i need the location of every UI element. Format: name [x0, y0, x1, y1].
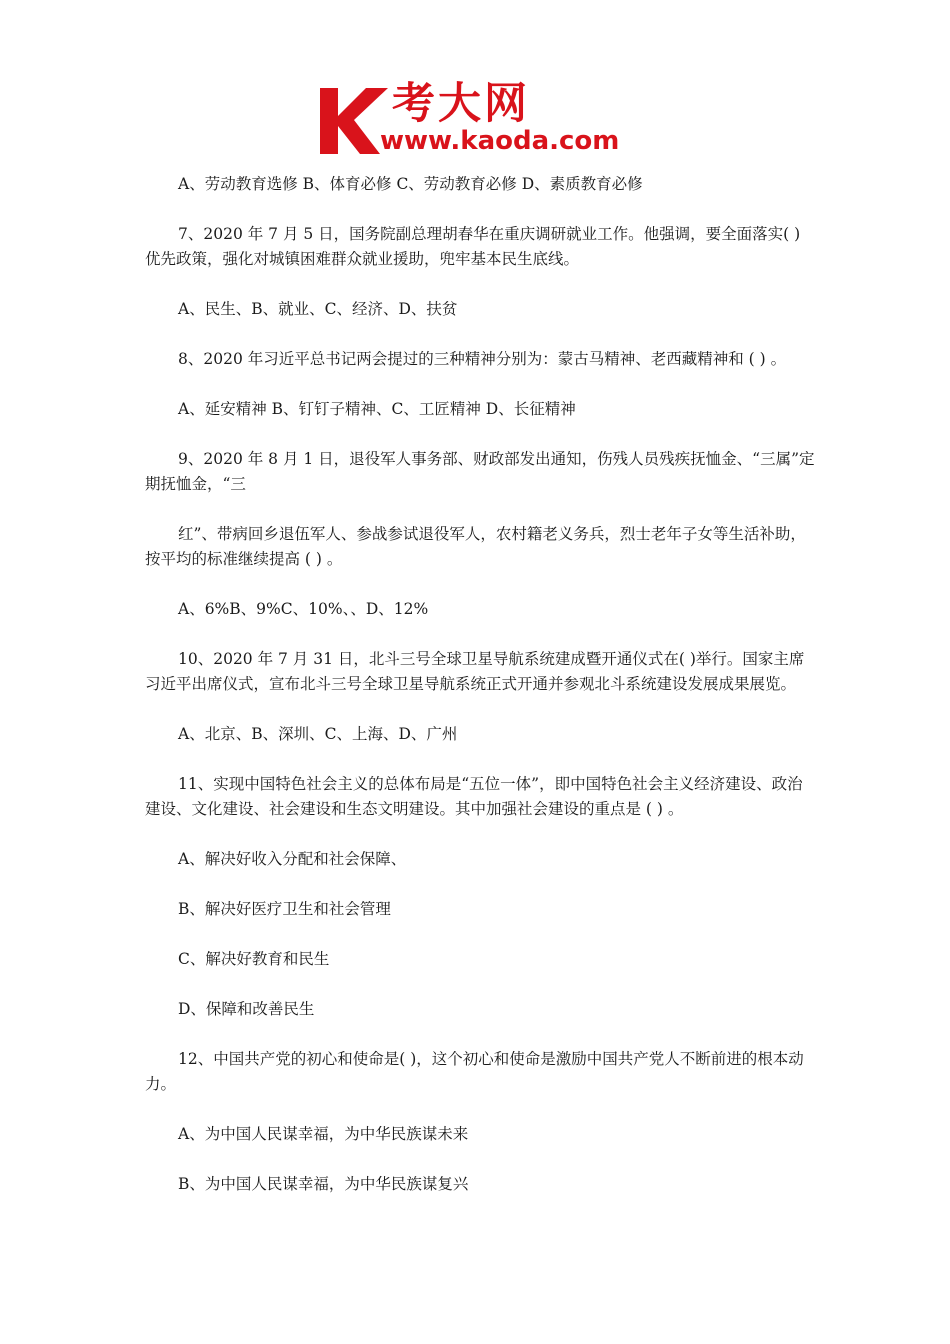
q9-question-part1: 9、2020 年 8 月 1 日，退役军人事务部、财政部发出通知，伤残人员残疾抚恤金、“三属”定期抚恤金，“三	[145, 450, 815, 493]
brand-name: 考大网	[392, 79, 530, 129]
q9-options: A、6%B、9%C、10%、、D、12%	[178, 600, 429, 618]
q11-option-b: B、解决好医疗卫生和社会管理	[178, 900, 391, 918]
document-body	[145, 172, 815, 1197]
q7-question: 7、2020 年 7 月 5 日，国务院副总理胡春华在重庆调研就业工作。他强调，要全面落实( ) 优先政策，强化对城镇困难群众就业援助，兜牢基本民生底线。	[145, 225, 801, 268]
q12-option-b: B、为中国人民谋幸福，为中华民族谋复兴	[178, 1175, 469, 1193]
q11-option-c: C、解决好教育和民生	[178, 950, 330, 968]
q11-option-a: A、解决好收入分配和社会保障、	[178, 850, 407, 868]
q10-options: A、北京、B、深圳、C、上海、D、广州	[178, 725, 458, 743]
brand-url: www.kaoda.com	[380, 126, 620, 156]
q11-question: 11、实现中国特色社会主义的总体布局是“五位一体”，即中国特色社会主义经济建设、政治建设、文化建设、社会建设和生态文明建设。其中加强社会建设的重点是 ( ) 。	[145, 775, 803, 818]
kaoda-logo	[318, 80, 640, 158]
q8-options: A、延安精神 B、钉钉子精神、C、工匠精神 D、长征精神	[178, 400, 576, 418]
q9-question-part2: 红”、带病回乡退伍军人、参战参试退役军人，农村籍老义务兵，烈士老年子女等生活补助，按平均的标准继续提高 ( ) 。	[145, 525, 806, 568]
q12-option-a: A、为中国人民谋幸福，为中华民族谋未来	[178, 1125, 469, 1143]
q12-question: 12、中国共产党的初心和使命是( )，这个初心和使命是激励中国共产党人不断前进的根本动力。	[145, 1050, 804, 1093]
q10-question: 10、2020 年 7 月 31 日，北斗三号全球卫星导航系统建成暨开通仪式在( )举行。国家主席习近平出席仪式，宣布北斗三号全球卫星导航系统正式开通并参观北斗系统建设发展成果展览。	[145, 650, 805, 693]
q11-option-d: D、保障和改善民生	[178, 1000, 315, 1018]
q6-options: A、劳动教育选修 B、体育必修 C、劳动教育必修 D、素质教育必修	[178, 175, 643, 193]
q8-question: 8、2020 年习近平总书记两会提过的三种精神分别为：蒙古马精神、老西藏精神和 ( ) 。	[178, 350, 787, 368]
q7-options: A、民生、B、就业、C、经济、D、扶贫	[178, 300, 458, 318]
